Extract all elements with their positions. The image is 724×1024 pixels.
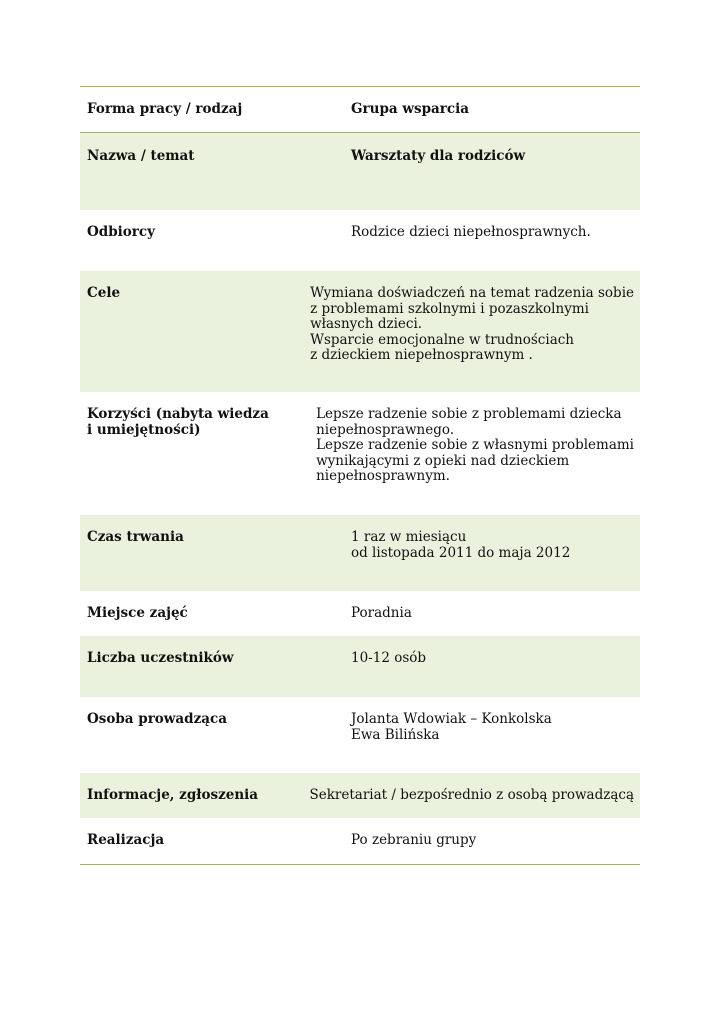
row-label: Odbiorcy	[87, 224, 155, 240]
program-info-table	[80, 86, 640, 865]
table-row-korzysci	[80, 392, 640, 515]
row-value: 10-12 osób	[351, 650, 427, 666]
table-row-nazwa	[80, 133, 640, 210]
table-row-miejsce	[80, 591, 640, 636]
row-value: Rodzice dzieci niepełnosprawnych.	[351, 224, 591, 240]
table-row-osoba	[80, 697, 640, 773]
table-row-liczba	[80, 636, 640, 697]
table-row-cele	[80, 271, 640, 392]
row-label: Liczba uczestników	[87, 650, 234, 666]
row-value: Lepsze radzenie sobie z problemami dziecka niepełnosprawnego. Lepsze radzenie sobie z własnymi problemami wynikającymi z opieki nad dzieckiem niepełnosprawnym.	[316, 406, 634, 484]
row-value: Grupa wsparcia	[351, 101, 469, 117]
row-label: Osoba prowadząca	[87, 711, 227, 727]
row-value: Warsztaty dla rodziców	[351, 148, 526, 164]
table-row-forma	[80, 87, 640, 133]
row-label: Realizacja	[87, 832, 165, 848]
table-row-odbiorcy	[80, 210, 640, 271]
row-label: Cele	[87, 285, 121, 301]
table-row-informacje	[80, 773, 640, 818]
row-value: Poradnia	[351, 605, 412, 621]
row-value: Po zebraniu grupy	[351, 832, 477, 848]
table-row-realizacja	[80, 818, 640, 864]
row-value: Sekretariat / bezpośrednio z osobą prowadzącą	[309, 787, 634, 803]
row-value: 1 raz w miesiącu od listopada 2011 do maja 2012	[351, 529, 571, 561]
row-label: Forma pracy / rodzaj	[87, 101, 243, 117]
table-row-czas	[80, 515, 640, 591]
row-label: Nazwa / temat	[87, 148, 195, 164]
row-label: Czas trwania	[87, 529, 184, 545]
row-label: Miejsce zajęć	[87, 605, 188, 621]
row-label: Korzyści (nabyta wiedza i umiejętności)	[87, 406, 269, 438]
row-label: Informacje, zgłoszenia	[87, 787, 259, 803]
row-value: Jolanta Wdowiak – Konkolska Ewa Bilińska	[351, 711, 552, 743]
row-value: Wymiana doświadczeń na temat radzenia sobie z problemami szkolnymi i pozaszkolnymi własnych dzieci. Wsparcie emocjonalne w trudnościach z dzieckiem niepełnosprawnym .	[310, 285, 634, 363]
